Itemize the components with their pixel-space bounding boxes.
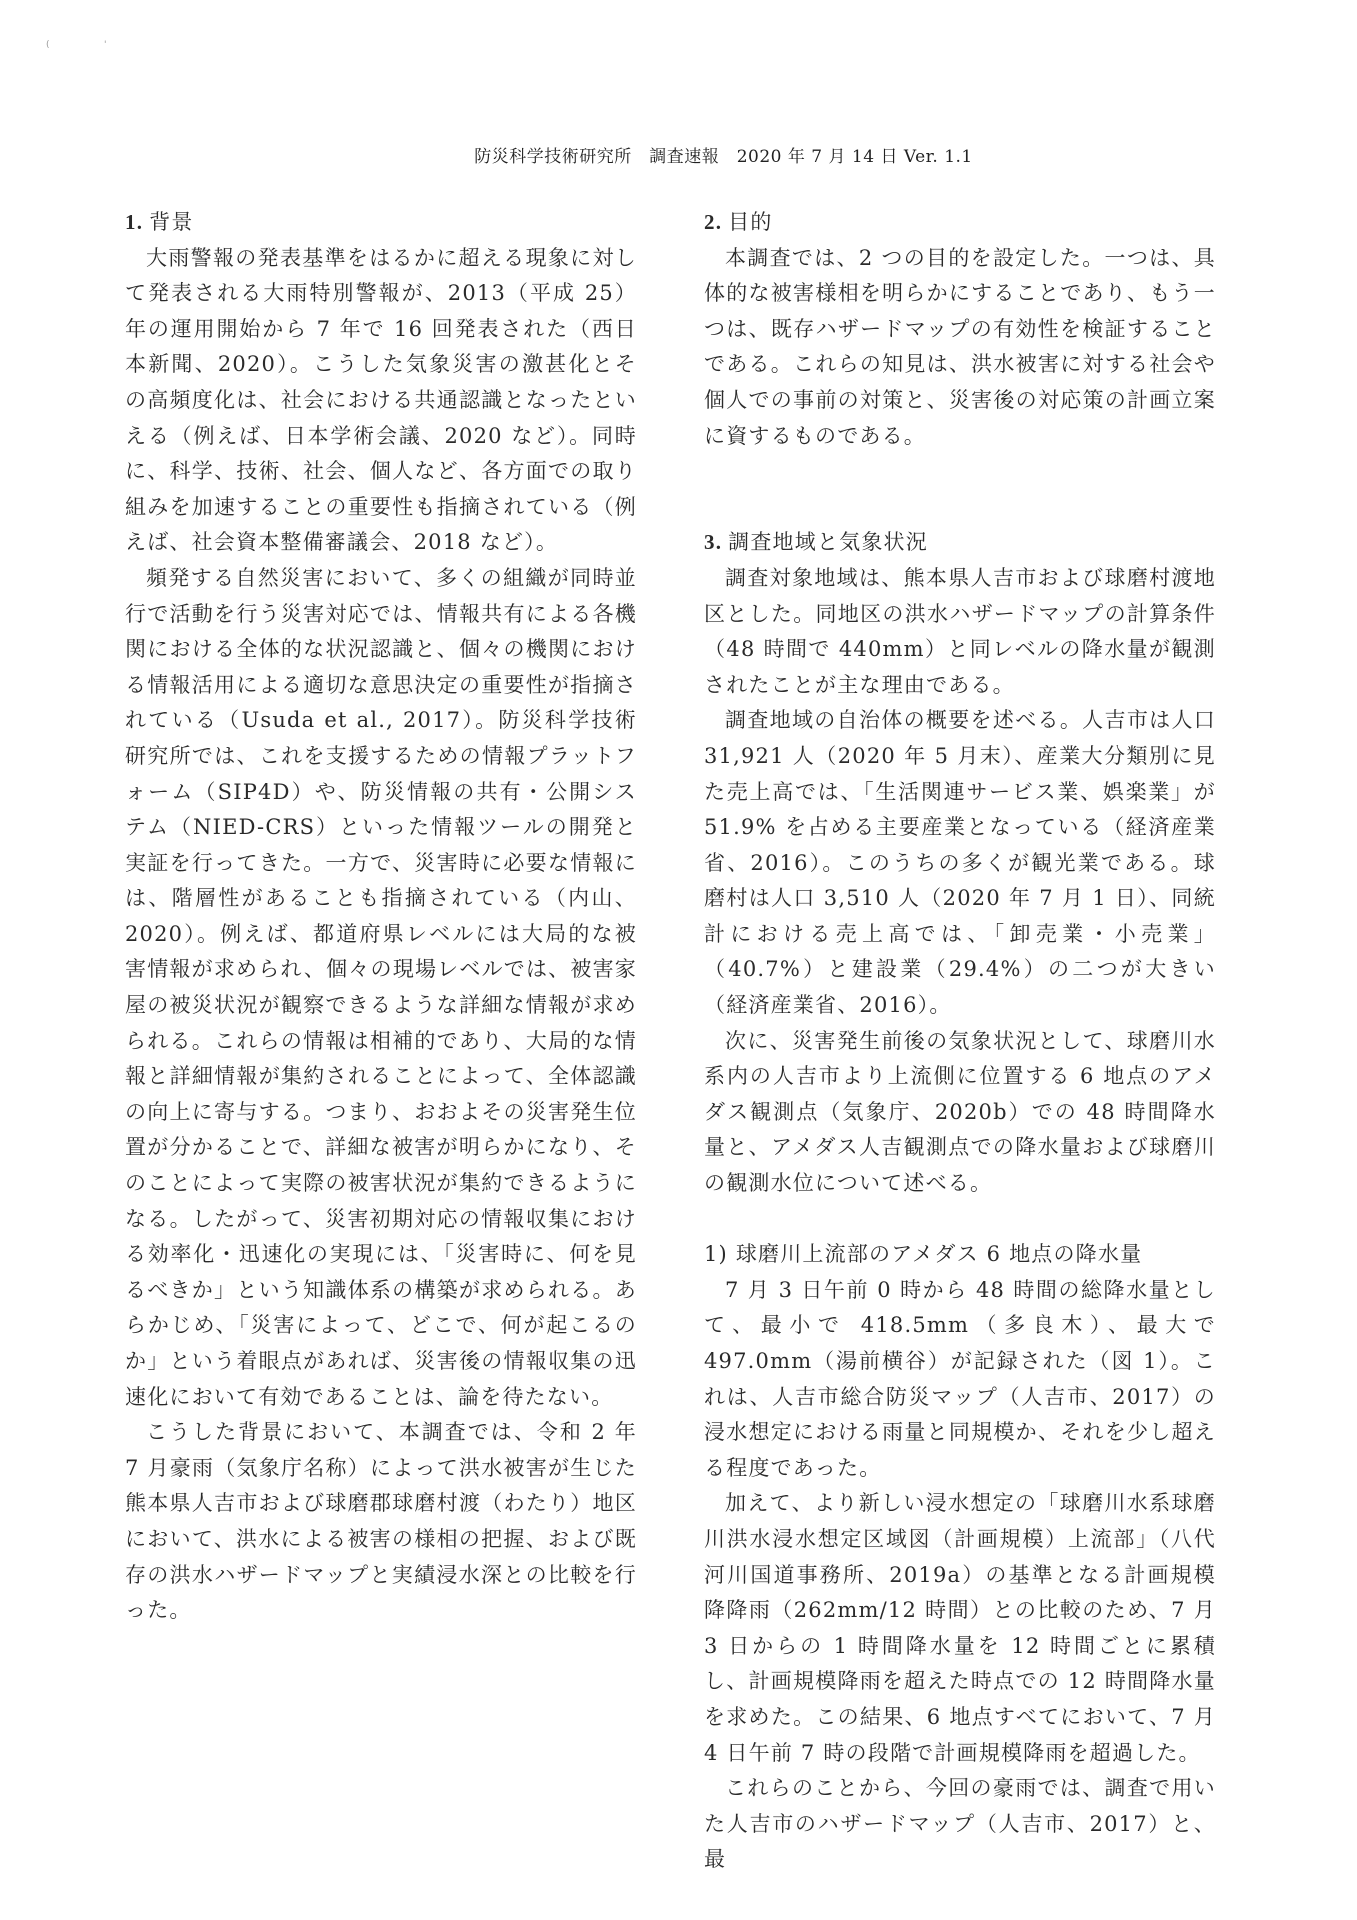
section-heading-background <box>125 205 637 241</box>
running-header: 防災科学技術研究所 調査速報 2020 年 7 月 14 日 Ver. 1.1 <box>474 147 973 167</box>
section-number: 1. <box>125 210 144 234</box>
left-column <box>125 205 637 1629</box>
section-heading-purpose <box>704 205 1216 241</box>
right-column <box>704 205 1216 1878</box>
scan-artifact-mark: ' <box>104 40 107 50</box>
paragraph: 7 月 3 日午前 0 時から 48 時間の総降水量として、最小で 418.5mm（多良木）、最大で 497.0mm（湯前横谷）が記録された（図 1）。これは、人吉市総合防災マップ（人吉市、2017）の浸水想定における雨量と同規模か、それを少し超える程度であった。 <box>704 1277 1216 1480</box>
paragraph: こうした背景において、本調査では、令和 2 年 7 月豪雨（気象庁名称）によって洪水被害が生じた熊本県人吉市および球磨郡球磨村渡（わたり）地区において、洪水による被害の様相の把握、および既存の洪水ハザードマップと実績浸水深との比較を行った。 <box>125 1420 637 1623</box>
spacer <box>704 490 1216 526</box>
section-title: 目的 <box>728 210 773 234</box>
paragraph: 調査地域の自治体の概要を述べる。人吉市は人口 31,921 人（2020 年 5 月末）、産業大分類別に見た売上高では、「生活関連サービス業、娯楽業」が 51.9% を占める主要産業となっている（経済産業省、2016）。このうちの多くが観光業である。球磨村は人口 3,510 人（2020 年 7 月 1 日）、同統計における売上高では、「卸売業・小売業」（40.7%）と建設業（29.4%）の二つが大きい（経済産業省、2016）。 <box>704 708 1216 1018</box>
section-title: 調査地域と気象状況 <box>728 530 928 555</box>
section-heading-study-area <box>704 525 1216 561</box>
scan-artifact-mark: ( <box>46 40 50 50</box>
paragraph: 頻発する自然災害において、多くの組織が同時並行で活動を行う災害対応では、情報共有による各機関における全体的な状況認識と、個々の機関における情報活用による適切な意思決定の重要性が指摘されている（Usuda et al., 2017）。防災科学技術研究所では、これを支援するための情報プラットフォーム（SIP4D）や、防災情報の共有・公開システム（NIED-CRS）といった情報ツールの開発と実証を行ってきた。一方で、災害時に必要な情報には、階層性があることも指摘されている（内山、2020）。例えば、都道府県レベルには大局的な被害情報が求められ、個々の現場レベルでは、被害家屋の被災状況が観察できるような詳細な情報が求められる。これらの情報は相補的であり、大局的な情報と詳細情報が集約されることによって、全体認識の向上に寄与する。つまり、おおよその災害発生位置が分かることで、詳細な被害が明らかになり、そのことによって実際の被害状況が集約できるようになる。したがって、災害初期対応の情報収集における効率化・迅速化の実現には、「災害時に、何を見るべきか」という知識体系の構築が求められる。あらかじめ、「災害によって、どこで、何が起こるのか」という着眼点があれば、災害後の情報収集の迅速化において有効であることは、論を待たない。 <box>125 565 637 1409</box>
paragraph: これらのことから、今回の豪雨では、調査で用いた人吉市のハザードマップ（人吉市、2017）と、最 <box>704 1776 1216 1872</box>
subsection-heading-rainfall: 1) 球磨川上流部のアメダス 6 地点の降水量 <box>704 1242 1143 1267</box>
spacer <box>704 454 1216 490</box>
section-title: 背景 <box>149 210 194 234</box>
section-number: 2. <box>704 210 723 234</box>
section-number: 3. <box>704 530 723 555</box>
paragraph: 次に、災害発生前後の気象状況として、球磨川水系内の人吉市より上流側に位置する 6 地点のアメダス観測点（気象庁、2020b）での 48 時間降水量と、アメダス人吉観測点での降水量および球磨川の観測水位について述べる。 <box>704 1028 1216 1196</box>
paragraph: 加えて、より新しい浸水想定の「球磨川水系球磨川洪水浸水想定区域図（計画規模）上流部」（八代河川国道事務所、2019a）の基準となる計画規模降降雨（262mm/12 時間）との比較のため、7 月 3 日からの 1 時間降水量を 12 時間ごとに累積し、計画規模降雨を超えた時点での 12 時間降水量を求めた。この結果、6 地点すべてにおいて、7 月 4 日午前 7 時の段階で計画規模降雨を超過した。 <box>704 1491 1216 1765</box>
paragraph: 調査対象地域は、熊本県人吉市および球磨村渡地区とした。同地区の洪水ハザードマップの計算条件（48 時間で 440mm）と同レベルの降水量が観測されたことが主な理由である。 <box>704 565 1216 697</box>
paragraph: 本調査では、2 つの目的を設定した。一つは、具体的な被害様相を明らかにすることであり、もう一つは、既存ハザードマップの有効性を検証することである。これらの知見は、洪水被害に対する社会や個人での事前の対策と、災害後の対応策の計画立案に資するものである。 <box>704 245 1216 448</box>
paragraph: 大雨警報の発表基準をはるかに超える現象に対して発表される大雨特別警報が、2013（平成 25）年の運用開始から 7 年で 16 回発表された（西日本新聞、2020）。こうした気象災害の激甚化とその高頻度化は、社会における共通認識となったといえる（例えば、日本学術会議、2020 など）。同時に、科学、技術、社会、個人など、各方面での取り組みを加速することの重要性も指摘されている（例えば、社会資本整備審議会、2018 など）。 <box>125 245 637 555</box>
spacer <box>704 1202 1216 1238</box>
